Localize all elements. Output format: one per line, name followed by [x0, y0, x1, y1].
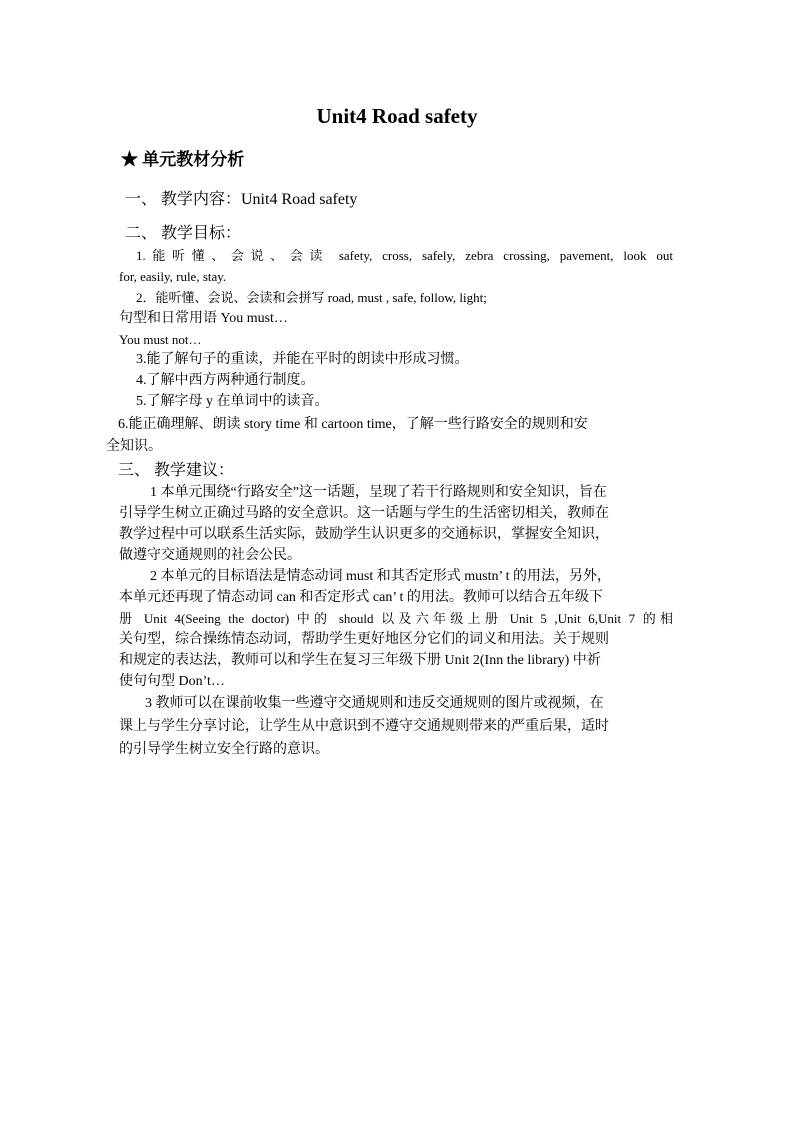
objective-item-3: 3.能了解句子的重读，并能在平时的朗读中形成习惯。	[136, 352, 469, 367]
objective-item-2-line-1: 2．能听懂、会说、会读和会拼写 road, must , safe, follow, light;	[136, 290, 487, 305]
suggestion-2-line-6: 使句句型 Don’t…	[119, 674, 225, 689]
suggestion-3-line-2: 课上与学生分享讨论，让学生从中意识到不遵守交通规则带来的严重后果，适时	[119, 719, 609, 734]
suggestion-3-line-1: 3 教师可以在课前收集一些遵守交通规则和违反交通规则的图片或视频，在	[145, 696, 604, 711]
objective-item-2-line-2: 句型和日常用语 You must…	[119, 311, 288, 326]
content-heading: 一、 教学内容：Unit4 Road safety	[125, 191, 358, 208]
suggestion-1-line-3: 教学过程中可以联系生活实际，鼓励学生认识更多的交通标识，掌握安全知识，	[119, 527, 609, 542]
suggestion-2-line-3: 册 Unit 4(Seeing the doctor) 中的 should 以及六年级上册 Unit 5 ,Unit 6,Unit 7 的相	[119, 611, 673, 626]
objective-item-1-line-2: for, easily, rule, stay.	[119, 269, 227, 284]
suggestions-heading: 三、 教学建议：	[118, 462, 235, 479]
objective-item-4: 4.了解中西方两种通行制度。	[136, 373, 315, 388]
objective-item-6-line-1: 6.能正确理解、朗读 story time 和 cartoon time，了解一些行路安全的规则和安	[118, 417, 588, 432]
suggestion-1-line-1: 1 本单元围绕“行路安全”这一话题，呈现了若干行路规则和安全知识，旨在	[150, 485, 607, 500]
suggestion-1-line-2: 引导学生树立正确过马路的安全意识。这一话题与学生的生活密切相关，教师在	[119, 506, 609, 521]
section-header: ★ 单元教材分析	[121, 150, 245, 169]
suggestion-3-line-3: 的引导学生树立安全行路的意识。	[119, 742, 329, 757]
objective-item-2-line-3: You must not…	[119, 332, 202, 347]
objective-item-1-line-1: 1.能听懂、会说、会读 safety, cross, safely, zebra crossing, pavement, look out	[136, 248, 673, 263]
document-title: Unit4 Road safety	[316, 104, 478, 128]
suggestion-2-line-2: 本单元还再现了情态动词 can 和否定形式 can’ t 的用法。教师可以结合五年级下	[119, 590, 603, 605]
suggestion-2-line-4: 关句型，综合操练情态动词，帮助学生更好地区分它们的词义和用法。关于规则	[119, 632, 609, 647]
objective-item-6-line-2: 全知识。	[106, 439, 162, 454]
suggestion-2-line-5: 和规定的表达法，教师可以和学生在复习三年级下册 Unit 2(Inn the library) 中祈	[119, 653, 601, 668]
objectives-heading: 二、 教学目标：	[125, 225, 242, 242]
suggestion-2-line-1: 2 本单元的目标语法是情态动词 must 和其否定形式 mustn’ t 的用法，另外，	[150, 569, 611, 584]
suggestion-1-line-4: 做遵守交通规则的社会公民。	[119, 548, 301, 563]
objective-item-5: 5.了解字母 y 在单词中的读音。	[136, 394, 329, 409]
